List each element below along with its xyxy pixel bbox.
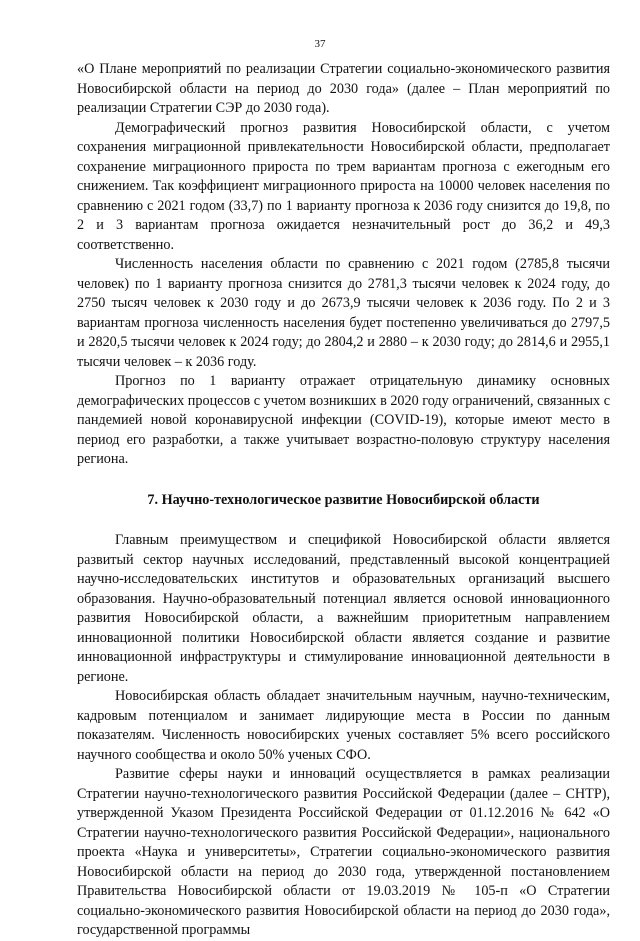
document-body <box>77 60 610 941</box>
paragraph: «О Плане мероприятий по реализации Стратегии социально-экономического развития Новосибирской области на период до 2030 года» (далее – План мероприятий по реализации Стратегии СЭР до 2030 года). <box>77 61 610 116</box>
paragraph: Прогноз по 1 варианту отражает отрицательную динамику основных демографических процессов с учетом возникших в 2020 году ограничений, связанных с пандемией новой коронавирусной инфекции (COVID-19), которые имеют место в период его разработки, а также учитывает возрастно-половую структуру населения региона. <box>77 373 610 467</box>
section-heading: 7. Научно-технологическое развитие Новосибирской области <box>147 491 540 508</box>
paragraph: Главным преимуществом и спецификой Новосибирской области является развитый сектор научных исследований, представленный высокой концентрацией научно-исследовательских институтов и образовательных организаций высшего образования. Научно-образовательный потенциал является основой инновационного развития Новосибирской области, а важнейшим приоритетным направлением инновационной политики Новосибирской области является создание и развитие инновационной инфраструктуры и стимулирование инновационной деятельности в регионе. <box>77 532 610 685</box>
paragraph: Демографический прогноз развития Новосибирской области, с учетом сохранения миграционной привлекательности Новосибирской области, предполагает сохранение миграционного прироста по трем вариантам прогноза с ежегодным его снижением. Так коэффициент миграционного прироста на 10000 человек населения по сравнению с 2021 годом (33,7) по 1 варианту прогноза к 2036 году снизится до 19,8, по 2 и 3 вариантам прогноза ожидается незначительный рост до 36,2 и 49,3 соответственно. <box>77 119 610 253</box>
page-number: 37 <box>314 38 326 50</box>
paragraph: Новосибирская область обладает значительным научным, научно-техническим, кадровым потенциалом и занимает лидирующие места в России по данным показателям. Численность новосибирских ученых составляет 5% всего российского научного сообщества и около 50% ученых СФО. <box>77 688 610 763</box>
paragraph: Численность населения области по сравнению с 2021 годом (2785,8 тысячи человек) по 1 варианту прогноза снизится до 2781,3 тысячи человек к 2024 году, до 2750 тысяч человек к 2030 году и до 2673,9 тысячи человек к 2036 году. По 2 и 3 вариантам прогноза численность населения будет постепенно увеличиваться до 2797,5 и 2820,5 тысячи человек к 2024 году; до 2804,2 и 2880 – к 2030 году; до 2814,6 и 2955,1 тысячи человек – к 2036 году. <box>77 256 610 370</box>
paragraph: Развитие сферы науки и инноваций осуществляется в рамках реализации Стратегии научно-технологического развития Российской Федерации (далее – СНТР), утвержденной Указом Президента Российской Федерации от 01.12.2016 № 642 «О Стратегии научно-технологического развития Российской Федерации», национального проекта «Наука и университеты», Стратегии социально-экономического развития Новосибирской области на период до 2030 года, утвержденной постановлением Правительства Новосибирской области от 19.03.2019 № 105-п «О Стратегии социально-экономического развития Новосибирской области на период до 2030 года», государственной программы <box>77 766 610 938</box>
